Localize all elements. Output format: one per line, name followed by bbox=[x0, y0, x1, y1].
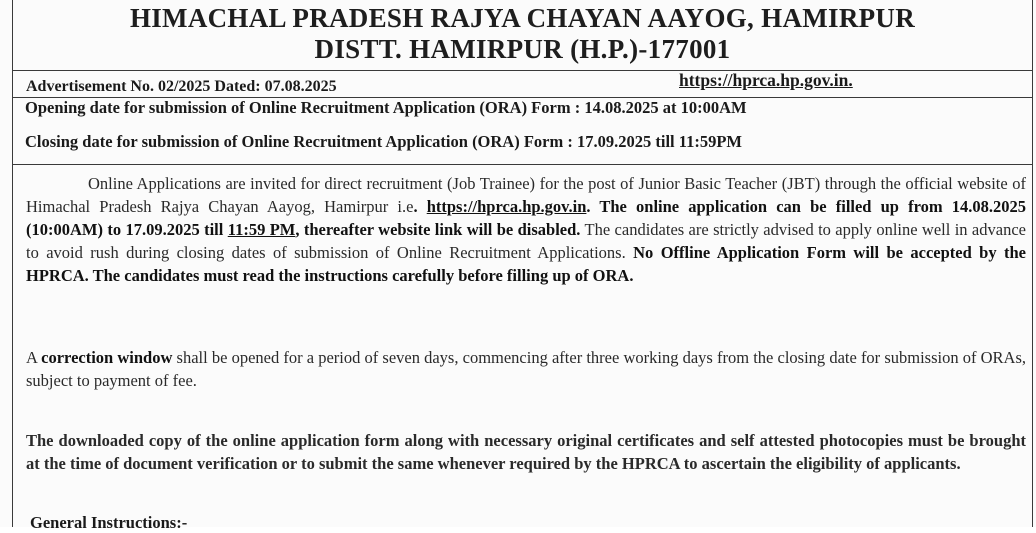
divider bbox=[13, 164, 1032, 165]
page-subtitle-address: DISTT. HAMIRPUR (H.P.)-177001 bbox=[314, 34, 731, 64]
website-link-inline[interactable]: https://hprca.hp.gov.in bbox=[426, 197, 587, 216]
closing-date: Closing date for submission of Online Recruitment Application (ORA) Form : 17.09.2025 till 11:59PM bbox=[25, 132, 742, 151]
application-window-text: . The online application can be filled up from 14.08.2025 (10:00AM) to 17.09.2025 till bbox=[26, 197, 1026, 239]
website-link[interactable]: https://hprca.hp.gov.in. bbox=[679, 70, 853, 90]
opening-date: Opening date for submission of Online Recruitment Application (ORA) Form : 14.08.2025 at 10:00AM bbox=[25, 98, 747, 117]
correction-lead: A bbox=[26, 348, 42, 367]
advertisement-number: Advertisement No. 02/2025 Dated: 07.08.2025 bbox=[26, 78, 337, 95]
intro-paragraph bbox=[26, 172, 1026, 287]
deadline-time: 11:59 PM bbox=[227, 220, 296, 239]
advice-text: The candidates are strictly advised to apply online well in advance to avoid rush during closing dates of submission of Online Recruitment Applications. bbox=[26, 220, 1026, 262]
link-disabled-text: , thereafter website link will be disabled. bbox=[295, 220, 581, 239]
document-verification-paragraph: The downloaded copy of the online application form along with necessary original certificates and self attested photocopies must be brought at the time of document verification or to submit the same whenever required by the HPRCA to ascertain the eligibility of applicants. bbox=[26, 431, 1026, 473]
intro-dot: . bbox=[413, 197, 427, 216]
correction-text: shall be opened for a period of seven days, commencing after three working days from the closing date for submission of ORAs, subject to payment of fee. bbox=[26, 348, 1027, 390]
general-instructions-heading: General Instructions:- bbox=[30, 513, 188, 532]
page-title: HIMACHAL PRADESH RAJYA CHAYAN AAYOG, HAMIRPUR bbox=[129, 3, 916, 33]
intro-text: Online Applications are invited for direct recruitment (Job Trainee) for the post of Junior Basic Teacher (JBT) through the official website of Himachal Pradesh Rajya Chayan Aayog, Hamirpur i.e bbox=[26, 174, 1026, 216]
correction-window-paragraph bbox=[26, 346, 1026, 392]
correction-window-term: correction window bbox=[41, 348, 173, 367]
divider bbox=[13, 70, 1032, 71]
offline-warning-text: No Offline Application Form will be accepted by the HPRCA. The candidates must read the instructions carefully before filling up of ORA. bbox=[26, 243, 1026, 285]
